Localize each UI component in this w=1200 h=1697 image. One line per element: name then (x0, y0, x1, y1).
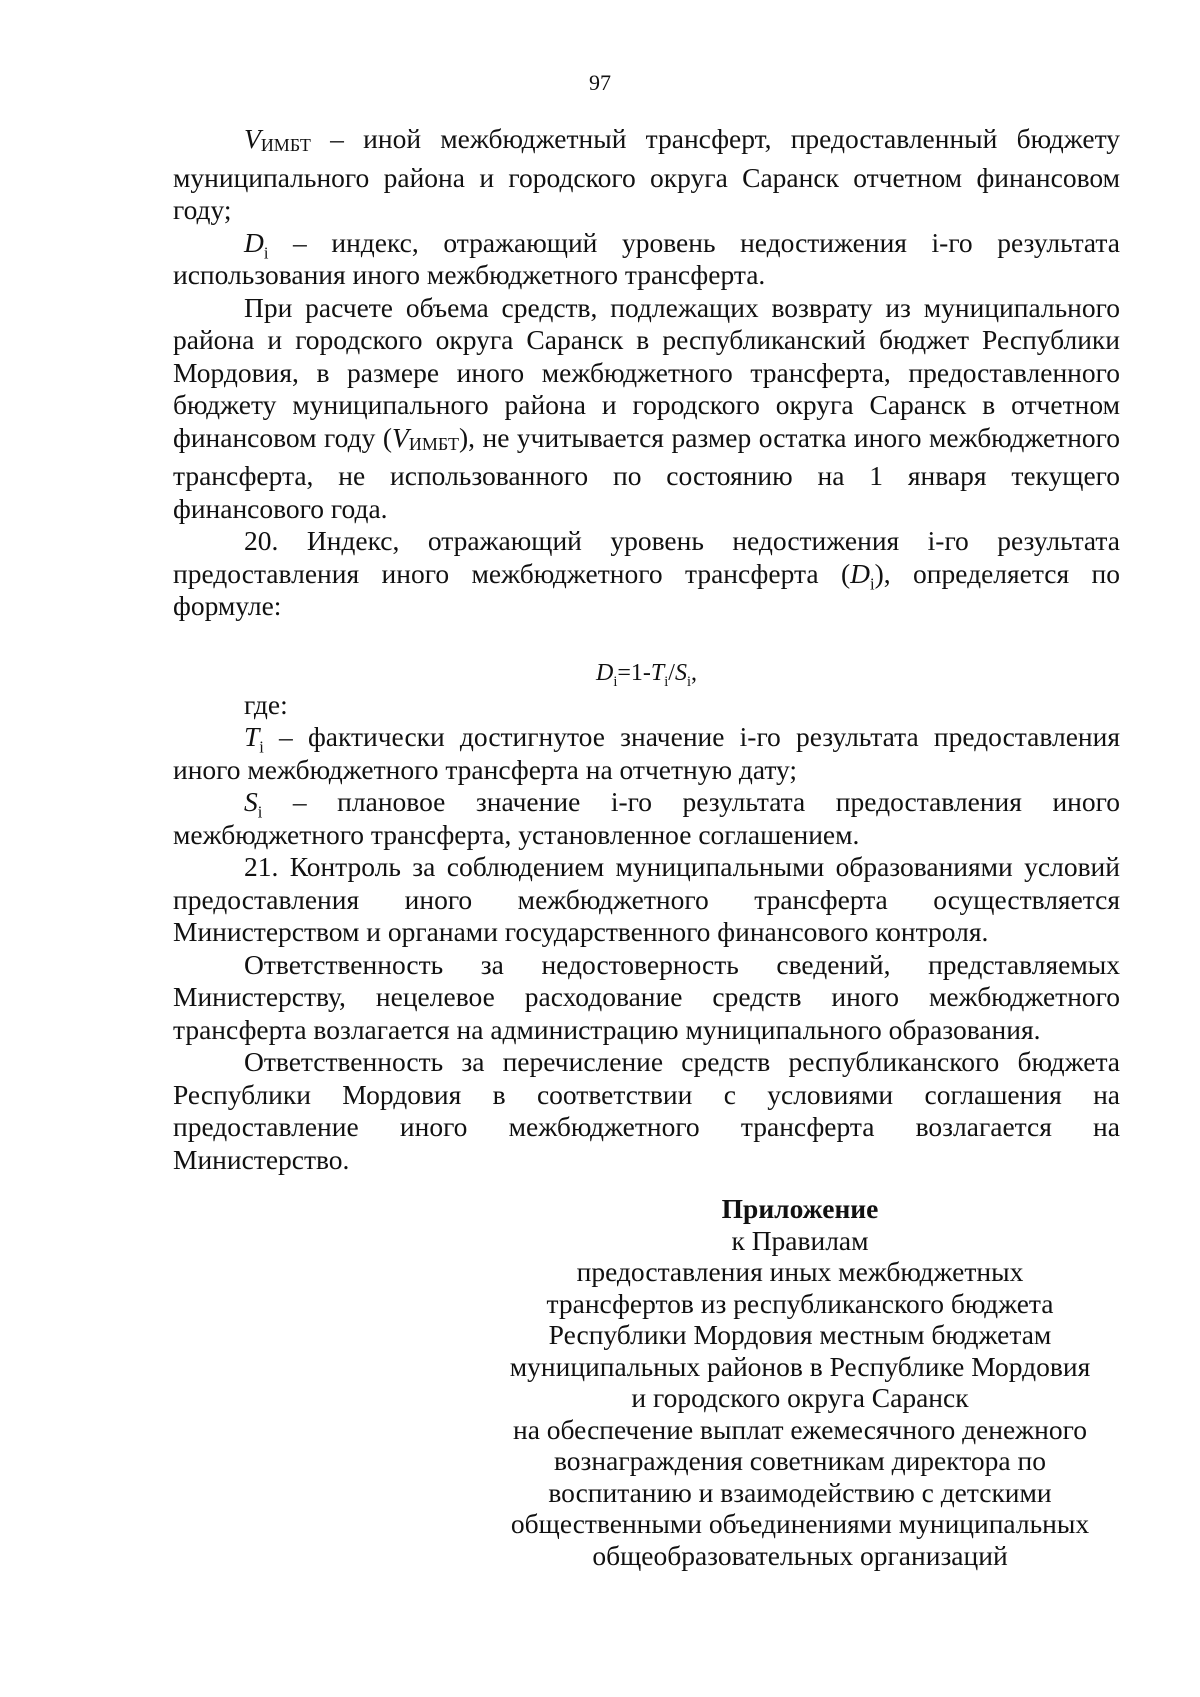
variable-s: S (244, 786, 258, 817)
variable-t: T (244, 721, 260, 752)
appendix-line: на обеспечение выплат ежемесячного денежного (513, 1413, 1087, 1445)
formula-d-subscript: i (613, 673, 618, 690)
paragraph-text: – иной межбюджетный трансферт, предоставленный бюджету муниципального района и городского округа Саранск отчетном финансовом году; (173, 123, 1120, 225)
variable-v: V (392, 421, 409, 453)
paragraph-return-calculation (173, 292, 1120, 526)
appendix-line: трансфертов из республиканского бюджета (546, 1287, 1054, 1319)
paragraph-responsibility-transfer: Ответственность за перечисление средств республиканского бюджета Республики Мордовия в соответствии с условиями соглашения на предоставление иного межбюджетного трансферта возлагается на Министерство. (173, 1046, 1120, 1175)
paragraph-t-i-definition (173, 721, 1120, 786)
appendix-line: общеобразовательных организаций (592, 1539, 1008, 1571)
appendix-line: общественными объединениями муниципальных (510, 1508, 1090, 1539)
appendix-line: к Правилам (731, 1224, 869, 1256)
paragraph-s-i-definition (173, 786, 1120, 851)
formula-t: T (650, 659, 665, 686)
formula-d: D (596, 659, 614, 686)
appendix-heading: Приложение (721, 1193, 879, 1224)
paragraph-text: – индекс, отражающий уровень недостижения i-го результата использования иного межбюджетного трансферта. (173, 226, 1120, 290)
paragraph-text: – фактически достигнутое значение i-го результата предоставления иного межбюджетного трансферта на отчетную дату; (173, 721, 1120, 785)
paragraph-where: где: (244, 688, 288, 720)
formula-comma: , (690, 659, 697, 686)
formula-s-subscript: i (686, 673, 691, 690)
variable-d: D (850, 557, 870, 589)
appendix-line: воспитанию и взаимодействию с детскими (548, 1476, 1052, 1508)
paragraph-21-control: 21. Контроль за соблюдением муниципальными образованиями условий предоставления иного межбюджетного трансферта осуществляется Министерством и органами государственного финансового контроля. (173, 851, 1120, 947)
paragraph-v-imbt-definition (173, 123, 1120, 227)
appendix-line: Республики Мордовия местным бюджетам (548, 1319, 1052, 1350)
paragraph-d-i-definition (173, 227, 1120, 292)
variable-d: D (244, 226, 264, 258)
paragraph-text: 20. Индекс, отражающий уровень недостижения i-го результата предоставления иного межбюджетного трансферта ( (173, 525, 1120, 589)
variable-v-subscript: ИМБТ (408, 433, 459, 454)
paragraph-text: ), не учитывается размер остатка иного межбюджетного трансферта, не использованного по состоянию на 1 января текущего финансового года. (173, 421, 1120, 524)
paragraph-text: ), определяется по формуле: (173, 557, 1120, 621)
formula (173, 657, 1120, 689)
variable-v: V (244, 123, 261, 154)
formula-t-subscript: i (664, 673, 669, 690)
paragraph-text: При расчете объема средств, подлежащих возврату из муниципального района и городского округа Саранск в республиканский бюджет Республики Мордовия, в размере иного межбюджетного трансферта, предоставленного бюджету муниципального района и городского округа Саранск в отчетном финансовом году ( (173, 291, 1120, 453)
appendix-block (480, 1193, 1120, 1571)
paragraph-text: – плановое значение i-го результата предоставления иного межбюджетного трансферта, установленное соглашением. (173, 786, 1120, 850)
variable-d-subscript: i (870, 574, 875, 593)
appendix-line: предоставления иных межбюджетных (576, 1256, 1024, 1287)
paragraph-20-index (173, 525, 1120, 623)
body-text (173, 123, 1120, 1176)
appendix-line: вознаграждения советникам директора по (554, 1445, 1046, 1476)
variable-d-subscript: i (263, 243, 269, 262)
variable-v-subscript: ИМБТ (260, 135, 311, 155)
variable-t-subscript: i (259, 737, 264, 757)
page-number: 97 (589, 70, 611, 95)
appendix-line: и городского округа Саранск (631, 1382, 969, 1413)
paragraph-responsibility-data: Ответственность за недостоверность сведений, представляемых Министерству, нецелевое расходование средств иного межбюджетного трансферта возлагается на администрацию муниципального образования. (173, 948, 1120, 1045)
formula-slash: / (668, 659, 675, 686)
variable-s-subscript: i (257, 802, 263, 822)
formula-s: S (674, 659, 687, 686)
appendix-line: муниципальных районов в Республике Мордовия (509, 1350, 1091, 1382)
formula-operator: =1- (617, 659, 651, 686)
